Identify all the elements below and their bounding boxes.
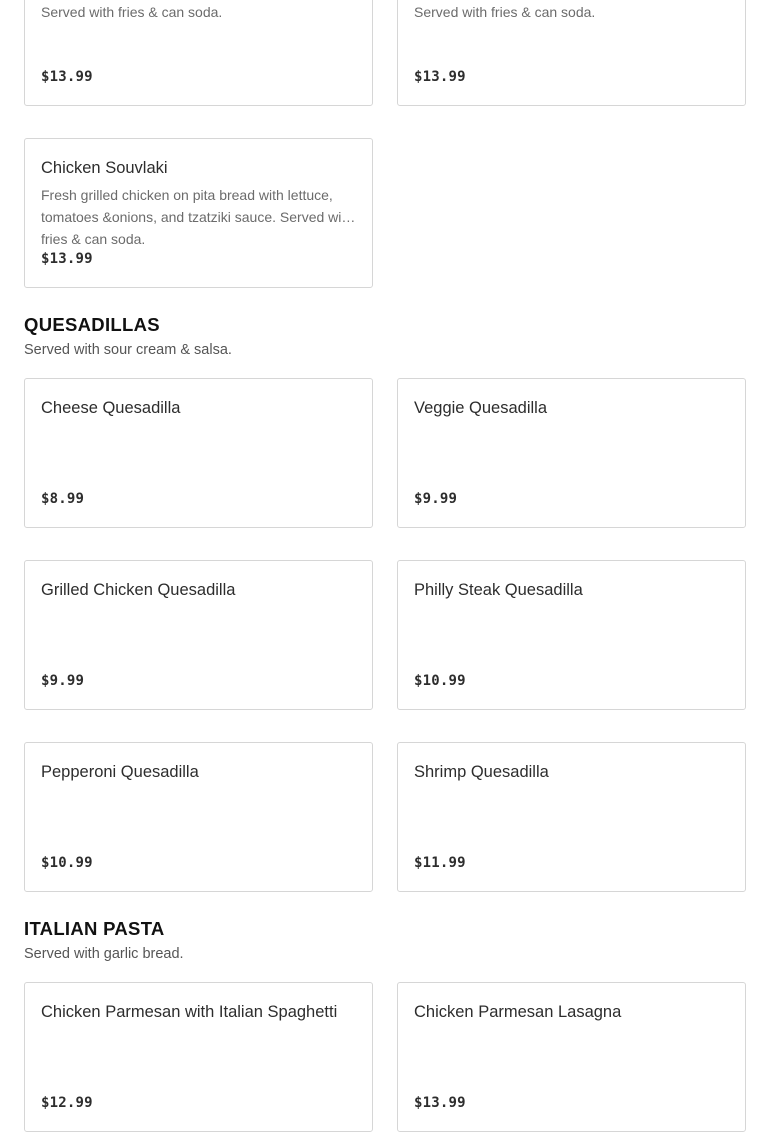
section-subtitle-pasta: Served with garlic bread. (24, 946, 184, 962)
menu-item-card[interactable] (397, 0, 746, 106)
item-name: Veggie Quesadilla (414, 399, 548, 417)
item-name: Pepperoni Quesadilla (41, 763, 199, 781)
menu-item-card[interactable] (24, 138, 373, 288)
menu-item-card[interactable] (24, 982, 373, 1132)
menu-item-card[interactable] (24, 0, 373, 106)
menu-item-card[interactable] (397, 742, 746, 892)
menu-item-card[interactable] (397, 982, 746, 1132)
item-price: $10.99 (41, 855, 93, 871)
item-name: Chicken Parmesan with Italian Spaghetti (41, 1003, 338, 1021)
item-description: Fresh grilled chicken on pita bread with lettuce, tomatoes &onions, and tzatziki sauce. Served with fries & can soda. (41, 187, 354, 247)
menu-item-card[interactable] (397, 378, 746, 528)
item-price: $13.99 (414, 1095, 466, 1111)
item-name: Chicken Souvlaki (41, 159, 168, 177)
item-price: $10.99 (414, 673, 466, 689)
section-title-quesadillas: QUESADILLAS (24, 314, 160, 335)
item-name: Grilled Chicken Quesadilla (41, 581, 236, 599)
menu-grid-quesadillas (24, 378, 746, 892)
item-name: Philly Steak Quesadilla (414, 581, 583, 599)
menu-item-card[interactable] (397, 560, 746, 710)
item-price: $11.99 (414, 855, 466, 871)
item-price: $8.99 (41, 491, 85, 507)
item-name: Chicken Parmesan Lasagna (414, 1003, 622, 1021)
menu-item-card[interactable] (24, 560, 373, 710)
menu-item-card[interactable] (24, 378, 373, 528)
item-price: $9.99 (414, 491, 458, 507)
item-price: $13.99 (41, 251, 93, 267)
item-description: Served with fries & can soda. (414, 4, 596, 20)
section-title-pasta: ITALIAN PASTA (24, 918, 165, 939)
item-price: $12.99 (41, 1095, 93, 1111)
item-price: $13.99 (414, 69, 466, 85)
menu-grid-pasta (24, 982, 746, 1132)
item-description: Served with fries & can soda. (41, 4, 223, 20)
item-price: $9.99 (41, 673, 85, 689)
section-subtitle-quesadillas: Served with sour cream & salsa. (24, 342, 232, 358)
item-price: $13.99 (41, 69, 93, 85)
item-name: Shrimp Quesadilla (414, 763, 549, 781)
menu-item-card[interactable] (24, 742, 373, 892)
item-name: Cheese Quesadilla (41, 399, 181, 417)
menu-grid-gyros (24, 138, 746, 288)
